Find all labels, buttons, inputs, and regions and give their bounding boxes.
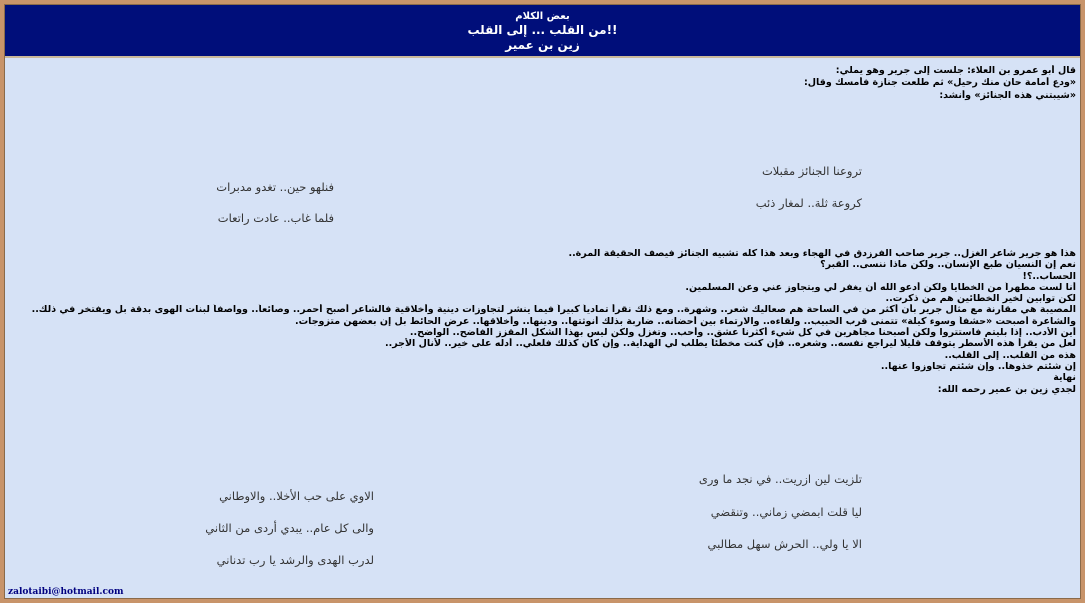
poem1-verse: تروعنا الجنائز مقبلات [761, 164, 862, 178]
body-line: نهاية [1053, 372, 1076, 384]
intro-line: قال أبو عمرو بن العلاء: جلست إلى جرير وهو يملي: [835, 65, 1076, 76]
body-line: لكن توابين لخير الخطائين هم من ذكرت.. [885, 293, 1076, 305]
body-line: أنا لست مطهراً من الخطايا ولكن أدعو الله أن يغفر لي ويتجاوز عني وعن المسلمين. [685, 281, 1076, 293]
poem2-verse: والى كل عام.. يبدي أردى من الثاني [205, 521, 374, 535]
body-line: لجدي زين بن عمير رحمه الله: [937, 383, 1076, 395]
body-line: إن شئتم خذوها.. وإن شئتم تجاوزوا عنها.. [880, 360, 1076, 372]
body-line: المصيبة هي مقارنة مع مثال جرير بأن أكثر من في الساحة هم صعاليك شعر.. وشهرة.. ومع ذلك نقرأ تمادياً كبيراً فيما ينشر لتجاوزات دينية وأخلاقية فالشاعر أصبح أحمر.. وصائعاً.. وواصفاً لبنات الهوى بدقة بل ويفتخر في ذلك.. [31, 304, 1076, 316]
poem1-verse: فنلهو حين.. تغدو مدبرات [216, 180, 334, 194]
poem2-verse: الا يا ولي.. الحرش سهل مطالبي [707, 537, 862, 551]
body-line: والشاعرة أصبحت «حشفاً وسوء كيلة» تتمنى قرب الحبيب.. ولقاءه.. والارتماء بين أحضانه.. ضاربة بذلك أنوثتها.. ودينها.. وأخلاقها.. عرض الحائط بل إن بعضهن متزوجات. [294, 315, 1076, 327]
body-line: لعل من يقرأ هذه الأسطر يتوقف قليلا ليراجع نفسه.. وشعره.. فإن كنت مخطئاً يطلب لي الهداية.. وإن كان كذلك فلعلي.. أدله على خير.. لأنال الأجر.. [385, 338, 1076, 350]
body-line: الحساب..؟! [1022, 270, 1076, 282]
body-text [16, 248, 1076, 395]
page-header [5, 5, 1080, 58]
body-line: هذا هو جرير شاعر الغزل.. جرير صاحب الفرزدق في الهجاء وبعد هذا كله تشبيه الجنائز فيصف الحقيقة المرة.. [568, 248, 1076, 259]
header-subtitle: بعض الكلام [515, 11, 570, 22]
poem2-verse: لدرب الهدى والرشد يا رب تدناني [216, 553, 374, 567]
intro-line: «ودع أمامة حان منك رحيل» ثم طلعت جنازة فأمسك وقال: [803, 77, 1076, 89]
body-line: نعم إن النسيان طبع الإنسان.. ولكن ماذا ننسى.. القبر؟ [820, 259, 1076, 271]
poem2-verse: الاوي على حب الأخلا.. والاوطاني [219, 489, 374, 503]
contact-email: zalotaibi@hotmail.com [8, 587, 124, 597]
body-line: هذه من القلب.. إلى القلب.. [944, 349, 1076, 361]
poem2-verse: تلزيت لين ازريت.. في نجد ما ورى [698, 472, 862, 486]
body-line: أين الأدب.. إذا بليتم فاستتروا ولكن أصبحنا مجاهرين في كل شيء أكثرنا عشق.. وأحب.. وتغزل ولكن ليس بهذا الشكل المقزز الفاضح.. الواضح.. [409, 327, 1076, 339]
page-frame [4, 4, 1081, 599]
page-title: من القلب ... إلى القلب!! [467, 23, 618, 37]
author-name: زين بن عمير [505, 38, 580, 52]
poem1-verse: فلما غاب.. عادت راتعات [217, 211, 334, 225]
poem2-verse: ليا قلت ابمضي زماني.. وتنقضي [710, 505, 862, 519]
intro-line: «شيبتني هذه الجنائز» وأنشد: [939, 89, 1076, 101]
poem1-verse: كروعة ثلة.. لمغار ذئب [755, 196, 862, 210]
intro-text [16, 65, 1076, 101]
